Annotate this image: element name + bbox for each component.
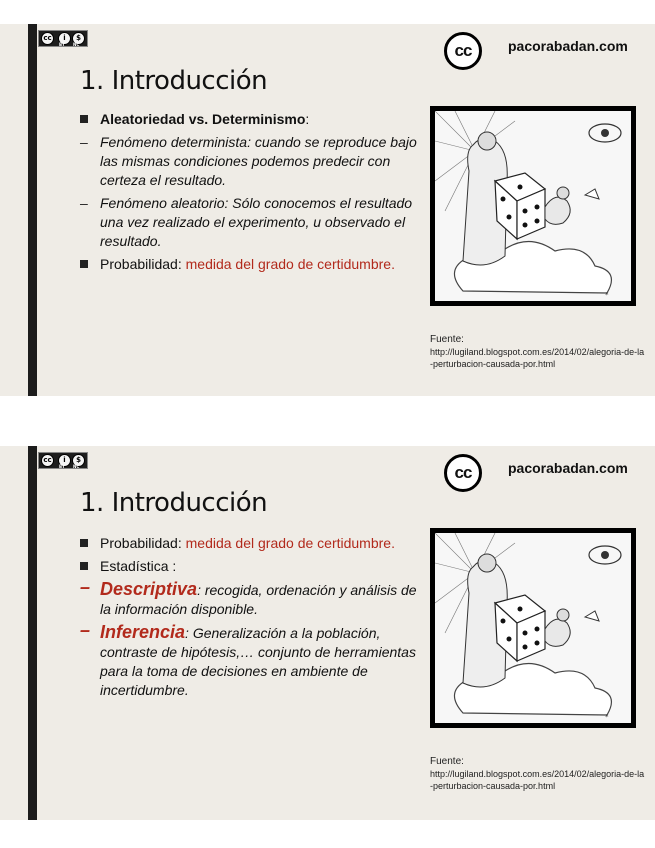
bullet-lead: Probabilidad: xyxy=(100,535,182,551)
list-item xyxy=(80,557,425,576)
dash-bullet-icon: – xyxy=(80,577,91,597)
slide-title: 1. Introducción xyxy=(80,66,268,96)
source-url[interactable]: http://lugiland.blogspot.com.es/2014/02/alegoria-de-la-perturbacion-causada-por.html xyxy=(430,347,645,369)
site-name: pacorabadan.com xyxy=(508,460,628,476)
square-bullet-icon xyxy=(80,539,88,547)
list-item xyxy=(80,620,425,700)
slide-2 xyxy=(0,446,655,820)
by-icon: i xyxy=(58,454,71,467)
svg-text:*: * xyxy=(605,713,609,721)
image-source xyxy=(430,334,645,370)
license-tag-by: BY xyxy=(59,464,65,469)
bullet-lead: Fenómeno aleatorio: xyxy=(100,195,229,211)
dash-bullet-icon: – xyxy=(80,134,88,150)
bullet-lead: Inferencia xyxy=(100,622,186,642)
source-label: Fuente: xyxy=(430,334,464,345)
slide-title: 1. Introducción xyxy=(80,488,268,518)
source-url[interactable]: http://lugiland.blogspot.com.es/2014/02/alegoria-de-la-perturbacion-causada-por.html xyxy=(430,769,645,791)
list-item xyxy=(80,133,425,190)
cc-license-badge xyxy=(38,452,88,469)
bullet-text: medida del grado de certidumbre. xyxy=(181,256,395,272)
list-item xyxy=(80,110,425,129)
by-icon: i xyxy=(58,32,71,45)
bullet-lead: Aleatoriedad vs. Determinismo xyxy=(100,111,306,127)
bullet-list xyxy=(80,534,425,704)
cc-icon: cc xyxy=(41,32,54,45)
bullet-text: : Generalización a la población, contraste de hipótesis,… conjunto de herramientas para la toma de decisiones en ambiente de incertidumbre. xyxy=(100,625,416,698)
square-bullet-icon xyxy=(80,562,88,570)
nc-icon: $ xyxy=(72,454,85,467)
allegory-illustration xyxy=(430,106,636,306)
list-item xyxy=(80,255,425,274)
square-bullet-icon xyxy=(80,115,88,123)
list-item xyxy=(80,534,425,553)
square-bullet-icon xyxy=(80,260,88,268)
list-item xyxy=(80,577,425,619)
bullet-lead: Probabilidad: xyxy=(100,256,182,272)
license-tag-by: BY xyxy=(59,42,65,47)
cc-license-badge xyxy=(38,30,88,47)
bullet-text: : xyxy=(305,111,310,127)
bullet-text: : recogida, ordenación y análisis de la información disponible. xyxy=(100,582,417,617)
list-item xyxy=(80,194,425,251)
site-name: pacorabadan.com xyxy=(508,38,628,54)
image-source xyxy=(430,756,645,792)
bullet-text: cuando se reproduce bajo las mismas condiciones podemos predecir con certeza el resultado. xyxy=(100,134,417,188)
cc-icon: cc xyxy=(41,454,54,467)
source-label: Fuente: xyxy=(430,756,464,767)
svg-text:*: * xyxy=(605,291,609,299)
nc-icon: $ xyxy=(72,32,85,45)
slide-1 xyxy=(0,24,655,396)
license-tag-nc: NC xyxy=(73,42,80,47)
cc-logo: cc xyxy=(444,32,482,70)
bullet-text: Sólo conocemos el resultado una vez realizado el experimento, u observado el resultado. xyxy=(100,195,413,249)
allegory-illustration xyxy=(430,528,636,728)
bullet-list xyxy=(80,110,425,278)
dash-bullet-icon: – xyxy=(80,620,91,640)
cc-logo: cc xyxy=(444,454,482,492)
left-accent-bar xyxy=(28,24,37,396)
bullet-text: medida del grado de certidumbre. xyxy=(181,535,395,551)
bullet-lead: Estadística : xyxy=(100,558,177,574)
dash-bullet-icon: – xyxy=(80,195,88,211)
bullet-lead: Fenómeno determinista: xyxy=(100,134,251,150)
license-tag-nc: NC xyxy=(73,464,80,469)
bullet-lead: Descriptiva xyxy=(100,579,198,599)
left-accent-bar xyxy=(28,446,37,820)
